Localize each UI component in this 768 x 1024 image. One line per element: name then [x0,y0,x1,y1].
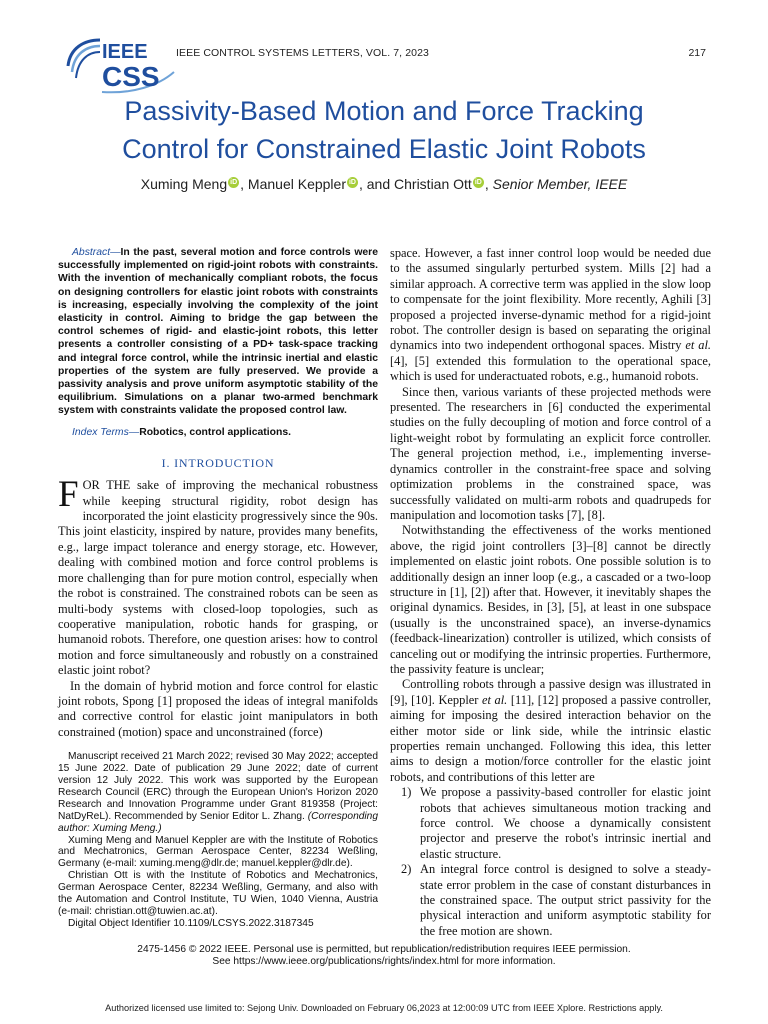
author-separator: , [240,176,248,192]
list-item-number: 1) [401,785,412,800]
page-number: 217 [688,47,706,59]
author-meng: Xuming Meng [140,176,228,192]
footnote-manuscript-text: Manuscript received 21 March 2022; revised 30 May 2022; accepted 15 June 2022. Date of publication 29 June 2022; date of current version 12 July 2022. This work was supported by the European Research Council (ERC) through the European Union's Horizon 2020 Research and Innovation Programme under Grant 819358 (Project: NatDyReL). Recommended by Senior Editor L. Zhang. [58,751,378,822]
intro-paragraph-1-text: OR THE sake of improving the mechanical robustness while keeping structural rigidity, robot design has incorporated the joint elasticity progressively since the 90s. This joint elasticity, inspired by nature, provides many benefits, e.g., large impact tolerance and energy storage, etc. However, dealing with combined motion and force control problems is more challenging than for pure motion control, especially when the robot is constrained. The constrained robots can be seen as multi-body systems with closed-loop topologies, such as cooperative manipulation, robotic hands for grasping, or humanoid robots. Therefore, one question arises: how to control motion and force simultaneously and robustly on a constrained elastic joint robot? [58,478,378,678]
footnote-affiliation-2: Christian Ott is with the Institute of Robotics and Mechatronics, German Aerospace Center, 82234 Weßling, Germany, and also with the Automation and Control Institute, TU Wien, 1040 Vienna, Austria (e-mail: christian.ott@tuwien.ac.at). [58,870,378,917]
right-paragraph-2: Since then, various variants of these projected methods were presented. The researchers in [6] conducted the experimental studies on the fully decoupling of motion and force control of a light-weight robot by formulating an explicit force controller. The general projection method, i.e., implementing inverse-dynamics controller in the constraint-free space and solving optimization problems in the constrained space, was successfully validated on multi-arm robots and quadrupeds for manipulation and locomotion tasks [7], [8]. [390,384,711,522]
footnote-manuscript [58,751,378,834]
index-terms-lead: Index Terms— [72,426,140,438]
list-item-text: We propose a passivity-based controller for elastic joint robots that achieves simultaneous motion tracking and force control. We choose a dynamically consistent projector and preserve the robot's intrinsic inertial and elastic structure. [420,785,711,861]
footnote-corresponding: (Corresponding author: Xuming Meng.) [58,810,378,834]
author-ott: Christian Ott [394,176,472,192]
et-al: et al. [482,692,508,707]
paper-title [40,92,728,168]
right-column [390,246,711,939]
author-separator: , and [358,176,395,192]
section-heading-introduction: I. INTRODUCTION [161,455,275,470]
copyright-line-1: 2475-1456 © 2022 IEEE. Personal use is permitted, but republication/redistribution requires IEEE permission. [137,944,631,955]
et-al: et al. [685,338,711,353]
abstract [58,246,378,418]
author-keppler: Manuel Keppler [247,176,346,192]
list-item-text: An integral force control is designed to solve a steady-state error problem in the case of constant disturbances in the constrained space. The output strict passivity for the physical interaction and uniform asymptotic stability for the free motion are shown. [420,862,711,938]
footnote-doi[interactable]: Digital Object Identifier 10.1109/LCSYS.2022.3187345 [68,917,314,929]
footnote-affiliation-1: Xuming Meng and Manuel Keppler are with the Institute of Robotics and Mechatronics, German Aerospace Center, 82234 Weßling, Germany (e-mail: xuming.meng@dlr.de; manuel.keppler@dlr.de). [58,834,378,870]
list-item [390,862,711,939]
orcid-icon[interactable]: iD [474,179,482,186]
contribution-list [390,785,711,939]
ieee-css-logo [62,36,182,94]
logo-text-ieee: IEEE [102,41,148,63]
author-separator: , [484,176,493,192]
intro-paragraph-2: In the domain of hybrid motion and force control for elastic joint robots, Spong [1] proposed the ideas of integral manifolds and corrective control for elastic joint manipulators in both constrained (motion) space and unconstrained (force) [58,678,378,739]
logo-text-css: CSS [102,61,160,92]
list-item-number: 2) [401,862,412,877]
right-paragraph-1-text-a: space. However, a fast inner control loop would be needed due to the assumed singularly perturbed system. Mills [2] had a similar approach. A corrective term was applied in the slow loop to compensate for the joint flexibility. More recently, Aghili [3] proposed a projected inverse-dynamic method for a rigid-joint robot. The controller design is based on separating the original dynamics into two independent orthogonal spaces. Mistry [390,246,711,353]
right-paragraph-4 [390,677,711,785]
right-paragraph-3: Notwithstanding the effectiveness of the works mentioned above, the rigid joint controllers [3]–[8] cannot be directly implemented on elastic joint robots. One possible solution is to additionally design an inner loop (e.g., a cascaded or a two-loop structure in [1], [2]) after that. However, it inevitably shapes the original dynamics. Besides, in [3], [5], at least in one subspace (usually is the unconstrained space), an inverse-dynamics (feedback-linearization) controller is utilized, which consists of canceling out or modifying the intrinsic properties. Furthermore, the passivity feature is unclear; [390,523,711,676]
right-paragraph-4-text-b: [11], [12] proposed a passive controller, aiming for imposing the desired interaction behavior on the either motor side or link side, while the intrinsic elastic properties remain unchanged. Following this idea, this letter aims to design a motion/force controller for the elastic joint robots, and contributions of this letter are [390,692,711,784]
copyright-notice [58,944,710,969]
intro-paragraph-1 [58,474,378,678]
orcid-icon[interactable]: iD [348,179,356,186]
title-line-1: Passivity-Based Motion and Force Tracking [124,96,644,126]
logo-swoosh-icon [62,36,182,94]
list-item [390,785,711,862]
drop-cap: F [58,474,79,516]
footnotes [58,751,378,930]
right-paragraph-1-text-b: [4], [5] extended this formulation to the operational space, which is used for underactuated robots, e.g., humanoid robots. [390,353,711,384]
abstract-lead: Abstract— [72,247,121,258]
index-terms [58,426,378,439]
authorized-use-notice: Authorized licensed use limited to: Sejong Univ. Downloaded on February 06,2023 at 12:00:09 UTC from IEEE Xplore. Restrictions apply. [105,1003,663,1013]
running-head: IEEE CONTROL SYSTEMS LETTERS, VOL. 7, 2023 [176,47,429,59]
right-paragraph-4-text-a: Controlling robots through a passive design was illustrated in [9], [10]. Keppler [390,677,711,707]
title-line-2: Control for Constrained Elastic Joint Robots [122,134,646,164]
left-column [58,246,378,930]
author-list [40,176,728,192]
author-grade: Senior Member, IEEE [492,176,628,192]
index-terms-text: Robotics, control applications. [139,426,292,438]
copyright-line-2[interactable]: See https://www.ieee.org/publications/rights/index.html for more information. [212,956,556,968]
abstract-text: In the past, several motion and force controls were successfully implemented on rigid-joint robots with constraints. With the invention of mechanically compliant robots, the focus on designing controllers for elastic joint robots with constraints is increasing, especially involving the complexity of the joint elasticity in control. Aiming to bridge the gap between the control schemes of rigid- and elastic-joint robots, this letter presents a controller consisting of a PD+ task-space tracking and integral force control, while the intrinsic inertial and elastic properties of the system are fully preserved. We provide a passivity analysis and prove uniform asymptotic stability of the equilibrium. Simulations on a planar two-armed benchmark system with constraints validate the proposed control law. [58,247,378,417]
right-paragraph-1 [390,246,711,385]
orcid-icon[interactable]: iD [230,179,238,186]
